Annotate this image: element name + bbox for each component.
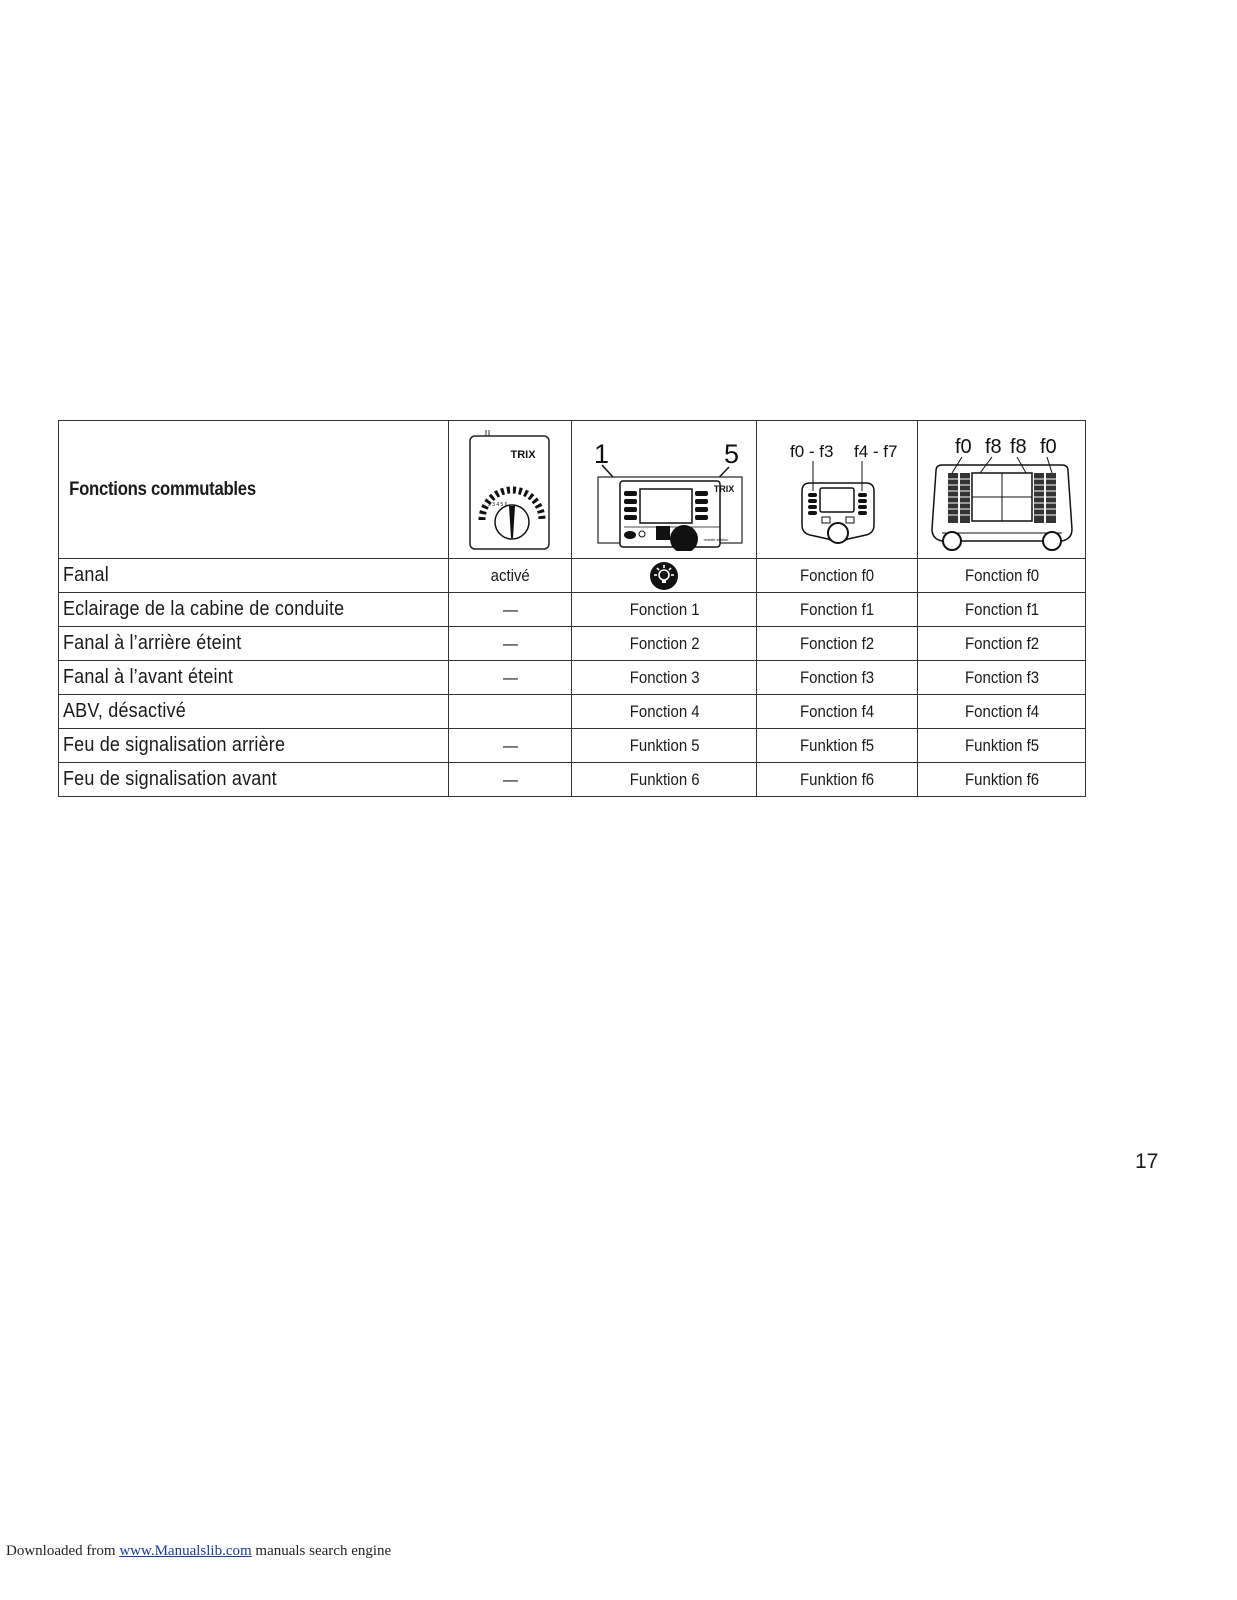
central-station-icon (922, 429, 1082, 551)
page-number: 17 (1135, 1150, 1159, 1173)
central-station-value: Fonction f3 (918, 661, 1086, 695)
manualslib-link[interactable]: www.Manualslib.com (119, 1543, 252, 1559)
label-f0-f3: f0 - f3 (790, 441, 834, 461)
light-bulb-icon (649, 561, 679, 591)
footer-suffix: manuals search engine (251, 1543, 392, 1559)
analog-value: — (449, 627, 572, 661)
device-mobile-station-2 (757, 421, 918, 559)
table-header-row (59, 421, 1086, 559)
mobile-station-value: Fonction 3 (572, 661, 757, 695)
table-row (59, 763, 1086, 797)
callout-1: 1 (594, 438, 610, 469)
svg-text:2 3 4 5 6: 2 3 4 5 6 (488, 501, 508, 508)
function-name: Fanal (59, 559, 449, 593)
mobile-station-2-value: Fonction f0 (757, 559, 918, 593)
central-station-value: Fonction f0 (918, 559, 1086, 593)
analog-controller-icon (468, 428, 552, 552)
analog-value: activé (449, 559, 572, 593)
mobile-station-2-value: Fonction f3 (757, 661, 918, 695)
analog-value: — (449, 661, 572, 695)
label-f0-right: f0 (1039, 435, 1057, 458)
table-row (59, 593, 1086, 627)
analog-value (449, 695, 572, 729)
mobile-station-value: Funktion 5 (572, 729, 757, 763)
label-f4-f7: f4 - f7 (854, 441, 898, 461)
central-station-value: Funktion f6 (918, 763, 1086, 797)
mobile-station-caption: mobile station (703, 536, 729, 542)
mobile-station-2-value: Funktion f5 (757, 729, 918, 763)
mobile-station-icon (584, 429, 744, 551)
callout-5: 5 (724, 438, 740, 469)
central-station-value: Fonction f1 (918, 593, 1086, 627)
analog-value: — (449, 593, 572, 627)
central-station-value: Funktion f5 (918, 729, 1086, 763)
mobile-station-value (572, 559, 757, 593)
mobile-station-value: Funktion 6 (572, 763, 757, 797)
mobile-station-2-icon (762, 429, 912, 551)
function-name: Fanal à l’avant éteint (59, 661, 449, 695)
label-f0-left: f0 (954, 435, 972, 458)
table-row (59, 627, 1086, 661)
table-row (59, 695, 1086, 729)
mobile-station-2-value: Fonction f1 (757, 593, 918, 627)
central-station-value: Fonction f2 (918, 627, 1086, 661)
function-name: Feu de signalisation avant (59, 763, 449, 797)
mobile-station-2-value: Funktion f6 (757, 763, 918, 797)
central-station-value: Fonction f4 (918, 695, 1086, 729)
function-name: ABV, désactivé (59, 695, 449, 729)
mobile-station-value: Fonction 1 (572, 593, 757, 627)
device-analog-controller (449, 421, 572, 559)
functions-table (58, 420, 1086, 797)
analog-brand-label: TRIX (510, 448, 536, 461)
mobile-station-2-value: Fonction f4 (757, 695, 918, 729)
footer-prefix: Downloaded from (6, 1543, 120, 1559)
label-f8-right: f8 (1009, 435, 1027, 458)
device-central-station (918, 421, 1086, 559)
label-f8-left: f8 (984, 435, 1002, 458)
mobile-station-value: Fonction 2 (572, 627, 757, 661)
mobile-station-value: Fonction 4 (572, 695, 757, 729)
device-mobile-station (572, 421, 757, 559)
function-name: Feu de signalisation arrière (59, 729, 449, 763)
function-name: Eclairage de la cabine de conduite (59, 593, 449, 627)
footer (6, 1543, 391, 1560)
mobile-station-2-value: Fonction f2 (757, 627, 918, 661)
table-row (59, 661, 1086, 695)
table-row (59, 559, 1086, 593)
table-row (59, 729, 1086, 763)
mobile-station-brand: TRIX (713, 483, 735, 494)
header-title: Fonctions commutables (59, 421, 402, 559)
function-name: Fanal à l’arrière éteint (59, 627, 449, 661)
analog-value: — (449, 729, 572, 763)
analog-value: — (449, 763, 572, 797)
